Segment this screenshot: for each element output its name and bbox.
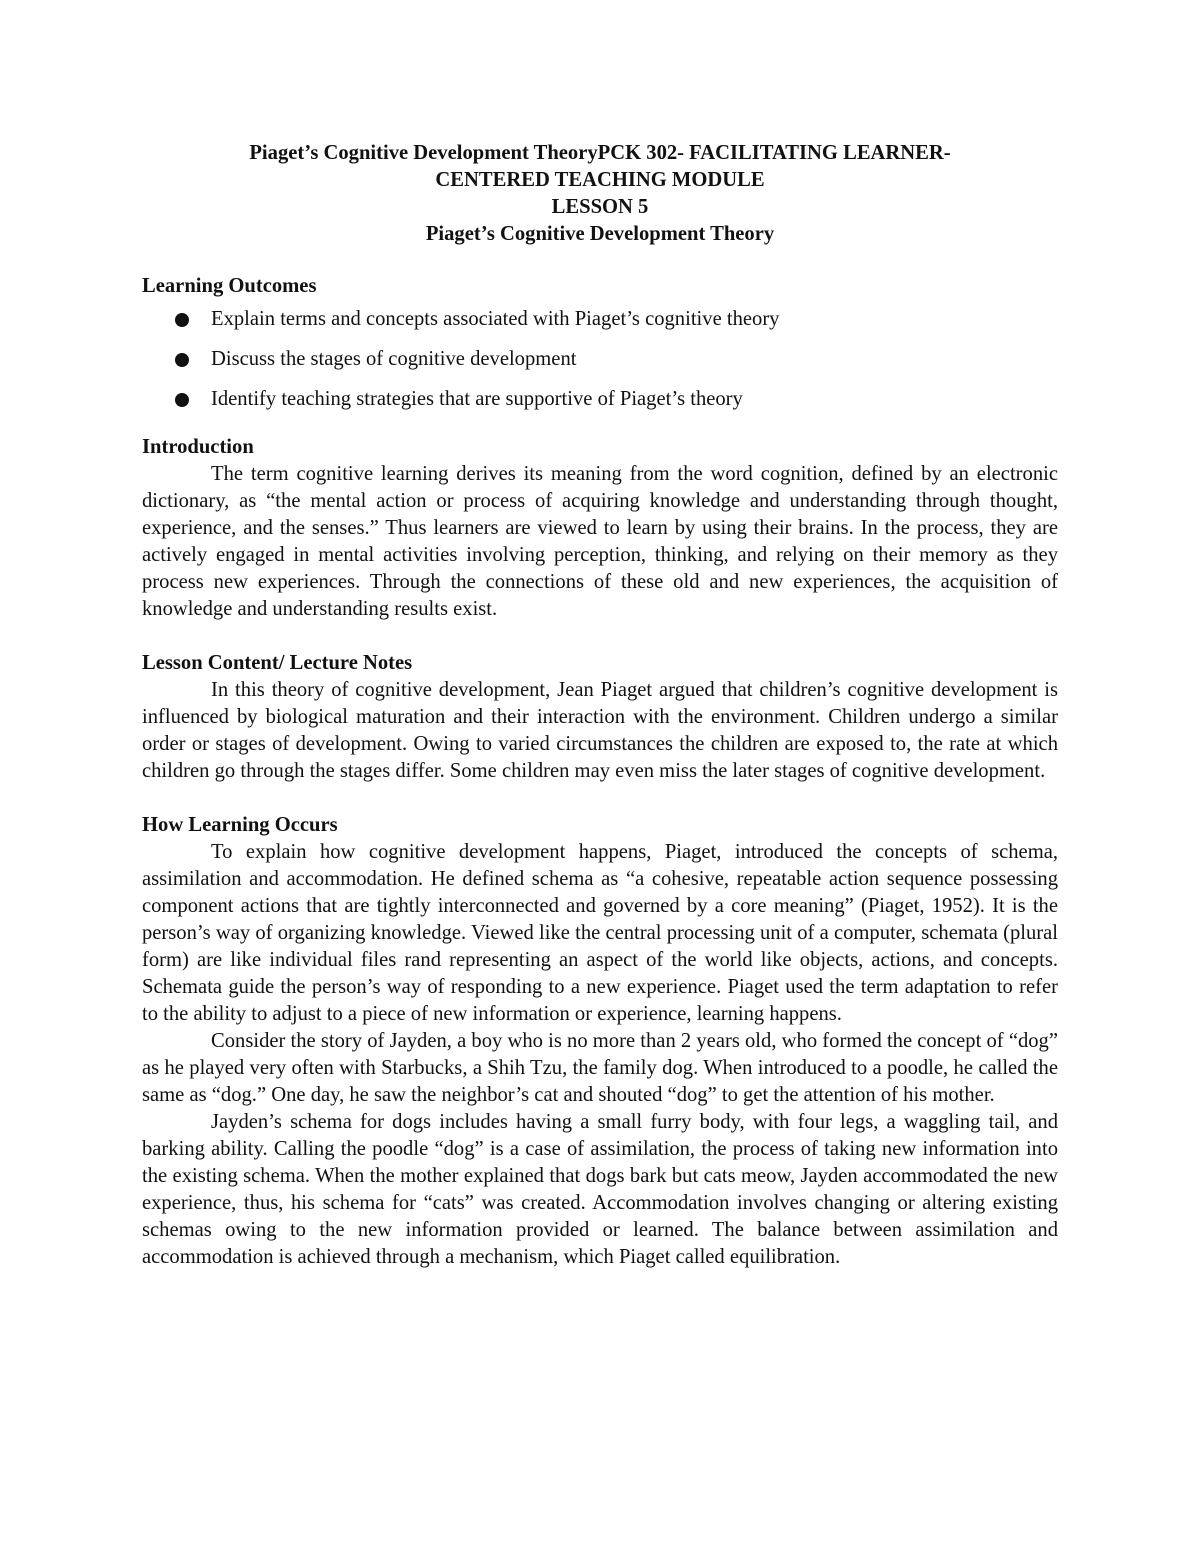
how-learning-paragraph-3: Jayden’s schema for dogs includes having a small furry body, with four legs, a waggling tail, and barking ability. Calling the poodle “dog” is a case of assimilation, the process of taking new information into the existing schema. When the mother explained that dogs bark but cats meow, Jayden accommodated the new experience, thus, his schema for “cats” was created. Accommodation involves changing or altering existing schemas owing to the new information provided or learned. The balance between assimilation and accommodation is achieved through a mechanism, which Piaget called equilibration. [142, 1111, 1058, 1268]
header-line-1: Piaget’s Cognitive Development TheoryPCK 302- FACILITATING LEARNER- [249, 142, 951, 164]
header-line-2: CENTERED TEACHING MODULE [435, 169, 765, 191]
header-line-4: Piaget’s Cognitive Development Theory [425, 223, 775, 245]
introduction-heading: Introduction [142, 436, 254, 458]
how-learning-paragraph-1: To explain how cognitive development happens, Piaget, introduced the concepts of schema, assimilation and accommodation. He defined schema as “a cohesive, repeatable action sequence possessing component actions that are tightly interconnected and governed by a core meaning” (Piaget, 1952). It is the person’s way of organizing knowledge. Viewed like the central processing unit of a computer, schemata (plural form) are like individual files rand representing an aspect of the world like objects, actions, and concepts. Schemata guide the person’s way of responding to a new experience. Piaget used the term adaptation to refer to the ability to adjust to a piece of new information or experience, learning happens. [142, 841, 1058, 1025]
list-item [142, 346, 1058, 373]
learning-outcomes-list [142, 306, 1058, 413]
lesson-content-paragraph: In this theory of cognitive development, Jean Piaget argued that children’s cognitive development is influenced by biological maturation and their interaction with the environment. Children undergo a similar order or stages of development. Owing to varied circumstances the children are exposed to, the rate at which children go through the stages differ. Some children may even miss the later stages of cognitive development. [142, 679, 1058, 782]
list-item [142, 306, 1058, 333]
bullet-icon [175, 353, 189, 367]
document-header [142, 140, 1058, 248]
bullet-icon [175, 393, 189, 407]
header-line-3: LESSON 5 [551, 196, 649, 218]
how-learning-paragraph-2: Consider the story of Jayden, a boy who is no more than 2 years old, who formed the concept of “dog” as he played very often with Starbucks, a Shih Tzu, the family dog. When introduced to a poodle, he called the same as “dog.” One day, he saw the neighbor’s cat and shouted “dog” to get the attention of his mother. [142, 1030, 1058, 1106]
document-page [142, 140, 1058, 1271]
lesson-content-heading: Lesson Content/ Lecture Notes [142, 652, 413, 674]
list-item-text: Discuss the stages of cognitive development [211, 348, 577, 370]
introduction-paragraph: The term cognitive learning derives its meaning from the word cognition, defined by an electronic dictionary, as “the mental action or process of acquiring knowledge and understanding through thought, experience, and the senses.” Thus learners are viewed to learn by using their brains. In the process, they are actively engaged in mental activities involving perception, thinking, and relying on their memory as they process new experiences. Through the connections of these old and new experiences, the acquisition of knowledge and understanding results exist. [142, 463, 1058, 620]
learning-outcomes-heading: Learning Outcomes [142, 275, 317, 297]
list-item [142, 386, 1058, 413]
how-learning-occurs-heading: How Learning Occurs [142, 814, 338, 836]
list-item-text: Explain terms and concepts associated with Piaget’s cognitive theory [211, 308, 780, 330]
list-item-text: Identify teaching strategies that are supportive of Piaget’s theory [211, 388, 743, 410]
bullet-icon [175, 313, 189, 327]
